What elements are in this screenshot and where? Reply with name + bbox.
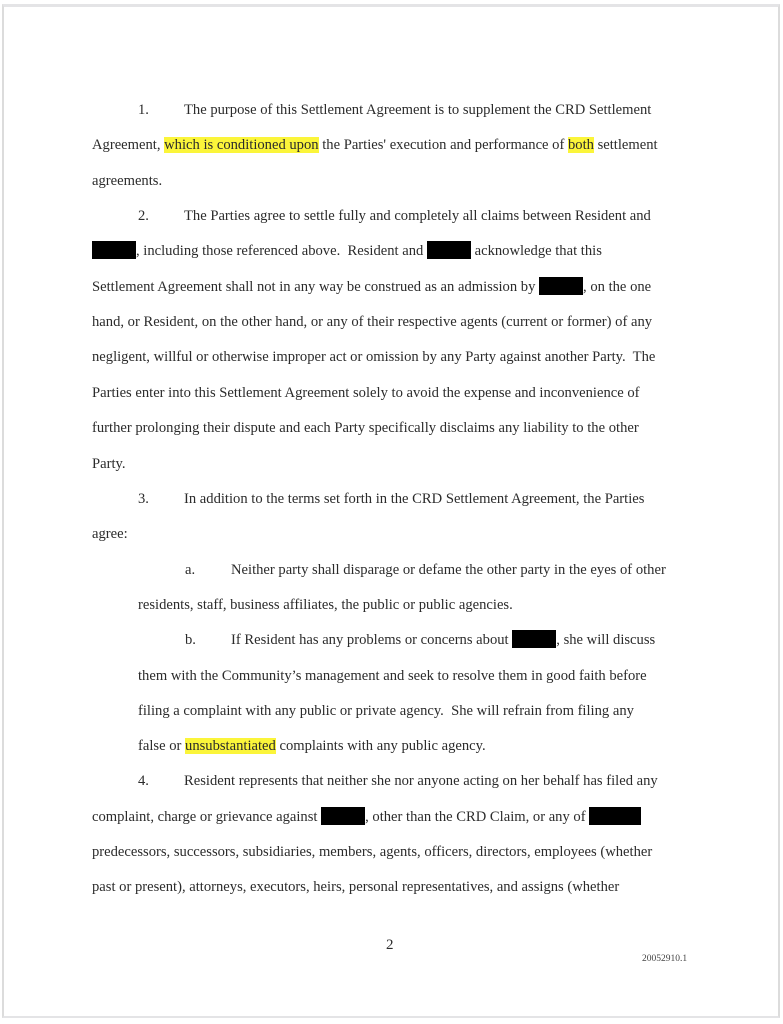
text-run: , including those referenced above. Resident and — [136, 243, 427, 259]
text-run: , she will discuss — [556, 632, 656, 648]
text-line — [92, 171, 162, 191]
document-id: 20052910.1 — [642, 954, 688, 964]
text-run: The purpose of this Settlement Agreement is to supplement the CRD Settlement — [184, 102, 652, 118]
paragraph-number: 3. — [138, 491, 149, 507]
text-line — [92, 877, 619, 897]
text-line — [231, 560, 666, 580]
text-run: Resident represents that neither she nor anyone acting on her behalf has filed any — [184, 773, 658, 789]
text-run: false or — [138, 738, 186, 754]
highlighted-text: both — [567, 137, 594, 153]
text-run: settlement — [593, 137, 658, 153]
paragraph-number: 1. — [138, 102, 149, 118]
text-run: Settlement Agreement shall not in any way be construed as an admission by — [92, 279, 540, 295]
text-line — [92, 454, 126, 474]
highlighted-text: which is conditioned upon — [164, 137, 319, 153]
text-line — [138, 701, 634, 721]
redaction-box — [589, 807, 641, 825]
text-line — [92, 383, 640, 403]
text-line — [92, 135, 658, 155]
text-run: further prolonging their dispute and each Party specifically disclaims any liability to the other — [92, 420, 639, 436]
text-run: them with the Community’s management and seek to resolve them in good faith before — [138, 668, 647, 684]
text-line — [184, 100, 651, 120]
text-run: The Parties agree to settle fully and completely all claims between Resident and — [184, 208, 651, 224]
text-line — [138, 595, 513, 615]
text-run: the Parties' execution and performance of — [318, 137, 568, 153]
text-line — [184, 771, 658, 791]
redaction-box — [321, 807, 365, 825]
text-line — [92, 347, 655, 367]
text-run: Agreement, — [92, 137, 165, 153]
text-run: agree: — [92, 526, 128, 542]
redaction-box — [512, 630, 556, 648]
text-line — [92, 277, 651, 297]
page-number: 2 — [386, 937, 394, 953]
redaction-box — [539, 277, 583, 295]
text-run: hand, or Resident, on the other hand, or any of their respective agents (current or former) of any — [92, 314, 653, 330]
text-run: agreements. — [92, 173, 163, 189]
document-page — [2, 4, 780, 1018]
paragraph-number: 4. — [138, 773, 149, 789]
text-run: acknowledge that this — [470, 243, 602, 259]
highlighted-text: unsubstantiated — [185, 738, 276, 754]
text-line — [231, 630, 655, 650]
text-run: past or present), attorneys, executors, heirs, personal representatives, and assigns (whether — [92, 879, 620, 895]
text-run: complaints with any public agency. — [275, 738, 486, 754]
text-run: If Resident has any problems or concerns about — [231, 632, 513, 648]
subitem-letter: b. — [185, 632, 196, 648]
text-line — [138, 736, 486, 756]
text-run: complaint, charge or grievance against — [92, 809, 322, 825]
text-line — [184, 206, 651, 226]
paragraph-number: 2. — [138, 208, 149, 224]
text-run: Neither party shall disparage or defame the other party in the eyes of other — [231, 562, 666, 578]
text-run: , other than the CRD Claim, or any of — [365, 809, 590, 825]
text-line — [92, 312, 652, 332]
text-line — [92, 524, 128, 544]
text-line — [92, 418, 639, 438]
text-run: Party. — [92, 456, 126, 472]
text-line — [138, 666, 647, 686]
text-line — [92, 807, 641, 827]
text-run: predecessors, successors, subsidiaries, members, agents, officers, directors, employees (whether — [92, 844, 653, 860]
text-run: negligent, willful or otherwise improper act or omission by any Party against another Party. The — [92, 349, 656, 365]
text-run: residents, staff, business affiliates, the public or public agencies. — [138, 597, 513, 613]
text-line — [184, 489, 644, 509]
subitem-letter: a. — [185, 562, 196, 578]
text-run: , on the one — [583, 279, 652, 295]
text-run: filing a complaint with any public or private agency. She will refrain from filing any — [138, 703, 634, 719]
text-run: In addition to the terms set forth in the CRD Settlement Agreement, the Parties — [184, 491, 645, 507]
redaction-box — [92, 241, 136, 259]
text-line — [92, 241, 602, 261]
redaction-box — [427, 241, 471, 259]
text-line — [92, 842, 652, 862]
text-run: Parties enter into this Settlement Agreement solely to avoid the expense and inconvenience of — [92, 385, 640, 401]
